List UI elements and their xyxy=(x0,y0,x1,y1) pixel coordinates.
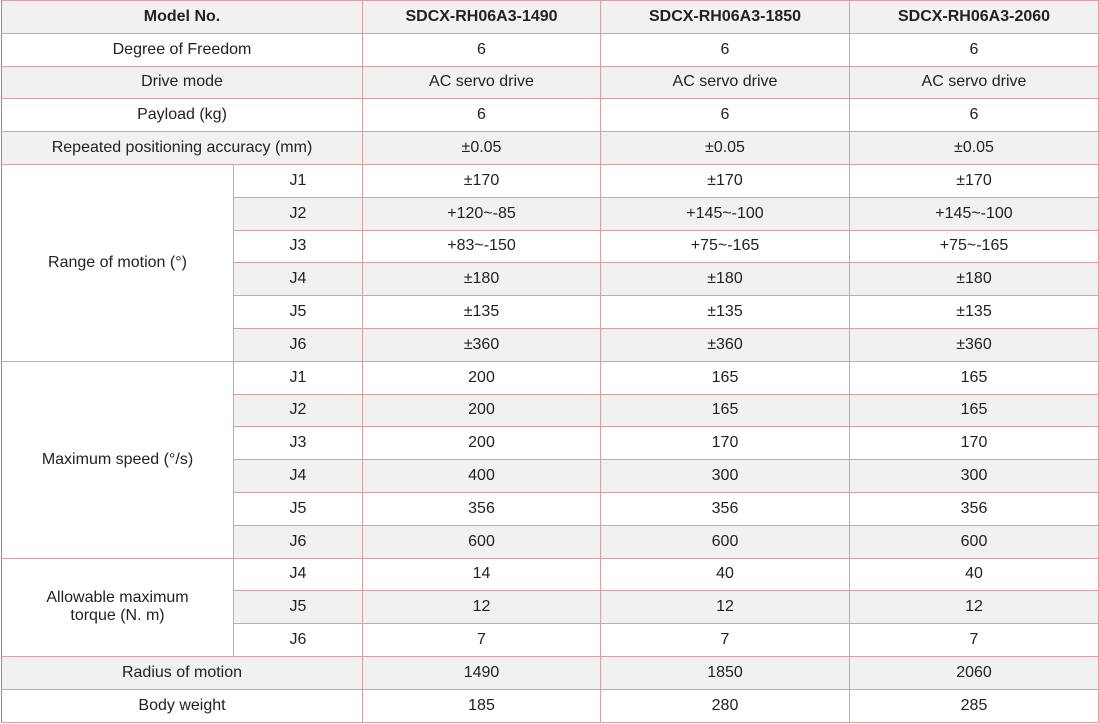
cell-value: ±135 xyxy=(850,296,1099,329)
cell-value: 200 xyxy=(363,394,601,427)
cell-value: 7 xyxy=(601,624,850,657)
joint-label: J6 xyxy=(234,328,363,361)
row-label: Body weight xyxy=(2,689,363,722)
joint-label: J5 xyxy=(234,591,363,624)
cell-value: ±170 xyxy=(850,164,1099,197)
cell-value: ±360 xyxy=(850,328,1099,361)
cell-value: 6 xyxy=(850,33,1099,66)
cell-value: 165 xyxy=(601,361,850,394)
group-label-text: Allowable maximum torque (N. m) xyxy=(46,589,189,625)
cell-value: AC servo drive xyxy=(601,66,850,99)
row-label: Degree of Freedom xyxy=(2,33,363,66)
cell-value: ±135 xyxy=(363,296,601,329)
header-row xyxy=(2,1,1099,34)
joint-label: J6 xyxy=(234,525,363,558)
cell-value: 356 xyxy=(601,492,850,525)
cell-value: 400 xyxy=(363,460,601,493)
cell-value: 600 xyxy=(363,525,601,558)
model-header: SDCX-RH06A3-1490 xyxy=(363,1,601,34)
cell-value: AC servo drive xyxy=(850,66,1099,99)
table-row xyxy=(2,558,1099,591)
cell-value: 2060 xyxy=(850,656,1099,689)
group-label xyxy=(2,361,234,558)
cell-value: 14 xyxy=(363,558,601,591)
cell-value: ±360 xyxy=(601,328,850,361)
cell-value: 300 xyxy=(601,460,850,493)
cell-value: 165 xyxy=(601,394,850,427)
joint-label: J3 xyxy=(234,427,363,460)
cell-value: 165 xyxy=(850,394,1099,427)
cell-value: ±180 xyxy=(850,263,1099,296)
joint-label: J4 xyxy=(234,263,363,296)
cell-value: +75~-165 xyxy=(601,230,850,263)
row-label: Payload (kg) xyxy=(2,99,363,132)
cell-value: ±0.05 xyxy=(601,132,850,165)
cell-value: 1490 xyxy=(363,656,601,689)
cell-value: 6 xyxy=(601,33,850,66)
cell-value: 6 xyxy=(363,99,601,132)
cell-value: +145~-100 xyxy=(850,197,1099,230)
table-row xyxy=(2,164,1099,197)
table-row xyxy=(2,132,1099,165)
cell-value: ±135 xyxy=(601,296,850,329)
table-row xyxy=(2,361,1099,394)
joint-label: J5 xyxy=(234,296,363,329)
group-label xyxy=(2,164,234,361)
cell-value: 185 xyxy=(363,689,601,722)
table-row xyxy=(2,99,1099,132)
joint-label: J4 xyxy=(234,460,363,493)
cell-value: 40 xyxy=(850,558,1099,591)
joint-label: J2 xyxy=(234,394,363,427)
cell-value: 170 xyxy=(850,427,1099,460)
row-label: Repeated positioning accuracy (mm) xyxy=(2,132,363,165)
joint-label: J4 xyxy=(234,558,363,591)
joint-label: J2 xyxy=(234,197,363,230)
cell-value: ±180 xyxy=(601,263,850,296)
cell-value: 165 xyxy=(850,361,1099,394)
joint-label: J3 xyxy=(234,230,363,263)
joint-label: J1 xyxy=(234,361,363,394)
spec-table xyxy=(1,0,1099,723)
cell-value: ±0.05 xyxy=(850,132,1099,165)
cell-value: 40 xyxy=(601,558,850,591)
group-label xyxy=(2,558,234,656)
joint-label: J1 xyxy=(234,164,363,197)
cell-value: 600 xyxy=(850,525,1099,558)
cell-value: 7 xyxy=(363,624,601,657)
cell-value: ±180 xyxy=(363,263,601,296)
cell-value: 7 xyxy=(850,624,1099,657)
cell-value: 170 xyxy=(601,427,850,460)
cell-value: +75~-165 xyxy=(850,230,1099,263)
cell-value: 600 xyxy=(601,525,850,558)
table-row xyxy=(2,33,1099,66)
cell-value: 6 xyxy=(363,33,601,66)
model-no-header: Model No. xyxy=(2,1,363,34)
cell-value: AC servo drive xyxy=(363,66,601,99)
group-label-text: Maximum speed (°/s) xyxy=(41,450,194,468)
cell-value: 200 xyxy=(363,361,601,394)
cell-value: ±360 xyxy=(363,328,601,361)
cell-value: +83~-150 xyxy=(363,230,601,263)
cell-value: 285 xyxy=(850,689,1099,722)
cell-value: 300 xyxy=(850,460,1099,493)
cell-value: 6 xyxy=(601,99,850,132)
cell-value: +120~-85 xyxy=(363,197,601,230)
row-label: Radius of motion xyxy=(2,656,363,689)
cell-value: ±170 xyxy=(363,164,601,197)
cell-value: 12 xyxy=(850,591,1099,624)
cell-value: 1850 xyxy=(601,656,850,689)
cell-value: 12 xyxy=(601,591,850,624)
cell-value: ±170 xyxy=(601,164,850,197)
model-header: SDCX-RH06A3-2060 xyxy=(850,1,1099,34)
joint-label: J5 xyxy=(234,492,363,525)
table-row xyxy=(2,66,1099,99)
cell-value: 356 xyxy=(363,492,601,525)
group-label-text: Range of motion (°) xyxy=(48,253,187,271)
table-row xyxy=(2,656,1099,689)
cell-value: ±0.05 xyxy=(363,132,601,165)
cell-value: 12 xyxy=(363,591,601,624)
model-header: SDCX-RH06A3-1850 xyxy=(601,1,850,34)
cell-value: 200 xyxy=(363,427,601,460)
joint-label: J6 xyxy=(234,624,363,657)
cell-value: 356 xyxy=(850,492,1099,525)
table-row xyxy=(2,689,1099,722)
cell-value: 6 xyxy=(850,99,1099,132)
cell-value: +145~-100 xyxy=(601,197,850,230)
cell-value: 280 xyxy=(601,689,850,722)
row-label: Drive mode xyxy=(2,66,363,99)
